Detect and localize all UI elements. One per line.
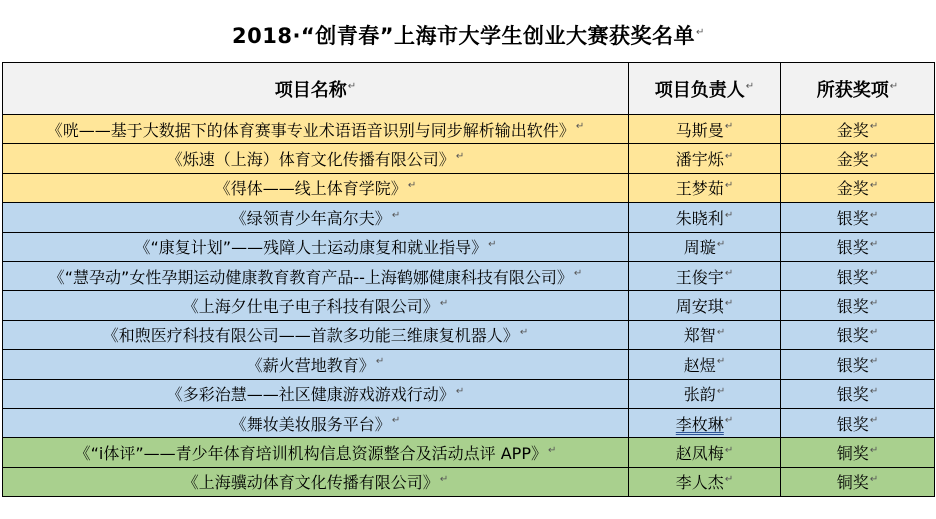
- award-table-row: [3, 438, 935, 467]
- cell-end-mark: ↵: [869, 209, 879, 221]
- cell-end-mark: ↵: [869, 474, 879, 486]
- project-leader-cell: [629, 261, 781, 290]
- project-name-cell: [3, 115, 629, 144]
- project-name-text: 《和煦医疗科技有限公司——首款多功能三维康复机器人》: [102, 326, 519, 346]
- cell-end-mark: ↵: [347, 80, 357, 92]
- cell-end-mark: ↵: [547, 444, 557, 456]
- project-leader-text: 马斯曼: [675, 120, 724, 140]
- award-cell: [781, 232, 935, 261]
- project-leader-cell: [629, 467, 781, 496]
- project-leader-cell: [629, 350, 781, 379]
- award-text: 银奖: [836, 385, 869, 405]
- project-name-text: 《烁速（上海）体育文化传播有限公司》: [166, 150, 455, 170]
- cell-end-mark: ↵: [889, 80, 899, 92]
- award-text: 银奖: [836, 326, 869, 346]
- award-cell: [781, 144, 935, 173]
- project-name-text: 《薪火营地教育》: [246, 355, 375, 375]
- header-award-text: 所获奖项: [816, 79, 889, 101]
- cell-end-mark: ↵: [869, 121, 879, 133]
- cell-end-mark: ↵: [391, 415, 401, 427]
- cell-end-mark: ↵: [724, 150, 734, 162]
- project-name-text: 《上海夕仕电子电子科技有限公司》: [182, 297, 439, 317]
- project-leader-text: 张韵: [683, 385, 716, 405]
- cell-end-mark: ↵: [724, 121, 734, 133]
- header-award: [781, 63, 935, 115]
- cell-end-mark: ↵: [716, 356, 726, 368]
- project-name-cell: [3, 350, 629, 379]
- project-leader-cell: [629, 144, 781, 173]
- cell-end-mark: ↵: [724, 297, 734, 309]
- award-table: [2, 62, 935, 497]
- award-text: 银奖: [836, 238, 869, 258]
- project-name-cell: [3, 173, 629, 202]
- award-table-row: [3, 291, 935, 320]
- cell-end-mark: ↵: [724, 415, 734, 427]
- project-name-cell: [3, 438, 629, 467]
- cell-end-mark: ↵: [519, 327, 529, 339]
- cell-end-mark: ↵: [716, 327, 726, 339]
- project-name-cell: [3, 144, 629, 173]
- cell-end-mark: ↵: [455, 150, 465, 162]
- project-leader-cell: [629, 203, 781, 232]
- project-leader-cell: [629, 173, 781, 202]
- cell-end-mark: ↵: [573, 268, 583, 280]
- award-cell: [781, 408, 935, 437]
- award-table-header-row: [3, 63, 935, 115]
- award-text: 银奖: [836, 267, 869, 287]
- cell-end-mark: ↵: [869, 444, 879, 456]
- cell-end-mark: ↵: [724, 474, 734, 486]
- project-name-text: 《上海骥动体育文化传播有限公司》: [182, 473, 439, 493]
- project-name-cell: [3, 408, 629, 437]
- cell-end-mark: ↵: [488, 238, 497, 250]
- project-name-text: 《舞妆美妆服务平台》: [230, 414, 391, 434]
- award-cell: [781, 173, 935, 202]
- award-cell: [781, 438, 935, 467]
- cell-end-mark: ↵: [869, 150, 879, 162]
- cell-end-mark: ↵: [745, 80, 755, 92]
- award-cell: [781, 350, 935, 379]
- header-project-leader: [629, 63, 781, 115]
- award-table-row: [3, 350, 935, 379]
- award-text: 银奖: [836, 355, 869, 375]
- project-name-text: 《“康复计划”——残障人士运动康复和就业指导》: [134, 238, 488, 258]
- project-name-text: 《“慧孕动”女性孕期运动健康教育教育产品--上海鹤娜健康科技有限公司》: [48, 267, 573, 287]
- award-cell: [781, 261, 935, 290]
- project-leader-text: 周安琪: [675, 297, 724, 317]
- project-leader-cell: [629, 232, 781, 261]
- header-project-name-text: 项目名称: [274, 79, 347, 101]
- award-text: 金奖: [836, 150, 869, 170]
- cell-end-mark: ↵: [869, 327, 879, 339]
- project-leader-text: 赵煜: [683, 355, 716, 375]
- project-name-cell: [3, 291, 629, 320]
- project-leader-cell: [629, 379, 781, 408]
- award-table-row: [3, 173, 935, 202]
- cell-end-mark: ↵: [391, 209, 401, 221]
- paragraph-mark: ↵: [696, 27, 705, 38]
- project-leader-text: 周璇: [683, 238, 716, 258]
- award-cell: [781, 291, 935, 320]
- cell-end-mark: ↵: [575, 121, 585, 133]
- project-leader-text: 郑智: [683, 326, 716, 346]
- award-cell: [781, 379, 935, 408]
- cell-end-mark: ↵: [455, 385, 465, 397]
- project-name-text: 《多彩治慧——社区健康游戏游戏行动》: [166, 385, 455, 405]
- project-name-cell: [3, 261, 629, 290]
- award-cell: [781, 320, 935, 349]
- project-name-cell: [3, 232, 629, 261]
- cell-end-mark: ↵: [869, 238, 879, 250]
- award-table-row: [3, 320, 935, 349]
- cell-end-mark: ↵: [869, 297, 879, 309]
- cell-end-mark: ↵: [375, 356, 385, 368]
- cell-end-mark: ↵: [869, 356, 879, 368]
- project-leader-text: 李人杰: [675, 473, 724, 493]
- award-cell: [781, 203, 935, 232]
- award-text: 铜奖: [836, 443, 869, 463]
- project-name-text: 《“i体评”——青少年体育培训机构信息资源整合及活动点评 APP》: [74, 443, 547, 463]
- award-table-row: [3, 261, 935, 290]
- award-table-row: [3, 408, 935, 437]
- cell-end-mark: ↵: [869, 385, 879, 397]
- award-cell: [781, 115, 935, 144]
- project-leader-text: 李枚琳: [675, 414, 724, 434]
- header-project-leader-text: 项目负责人: [654, 79, 745, 101]
- header-project-name: [3, 63, 629, 115]
- cell-end-mark: ↵: [724, 180, 734, 192]
- award-table-row: [3, 115, 935, 144]
- project-leader-text: 潘宇烁: [675, 150, 724, 170]
- project-name-cell: [3, 379, 629, 408]
- cell-end-mark: ↵: [869, 415, 879, 427]
- project-leader-cell: [629, 320, 781, 349]
- cell-end-mark: ↵: [869, 268, 879, 280]
- cell-end-mark: ↵: [724, 268, 734, 280]
- document-title: [232, 20, 705, 50]
- project-leader-cell: [629, 115, 781, 144]
- project-leader-text: 赵凤梅: [675, 443, 724, 463]
- award-table-row: [3, 379, 935, 408]
- project-name-cell: [3, 203, 629, 232]
- award-table-row: [3, 467, 935, 496]
- award-text: 金奖: [836, 179, 869, 199]
- cell-end-mark: ↵: [407, 180, 417, 192]
- cell-end-mark: ↵: [724, 444, 734, 456]
- award-cell: [781, 467, 935, 496]
- award-text: 金奖: [836, 120, 869, 140]
- project-name-text: 《绿领青少年高尔夫》: [230, 208, 391, 228]
- award-table-row: [3, 232, 935, 261]
- project-name-text: 《得体——线上体育学院》: [214, 179, 407, 199]
- award-table-body: [3, 115, 935, 497]
- award-table-row: [3, 203, 935, 232]
- cell-end-mark: ↵: [716, 238, 726, 250]
- project-leader-text: 朱晓利: [675, 208, 724, 228]
- project-leader-cell: [629, 438, 781, 467]
- award-text: 银奖: [836, 414, 869, 434]
- cell-end-mark: ↵: [439, 297, 449, 309]
- project-leader-cell: [629, 408, 781, 437]
- project-name-cell: [3, 320, 629, 349]
- cell-end-mark: ↵: [724, 209, 734, 221]
- project-leader-text: 王俊宇: [675, 267, 724, 287]
- project-name-text: 《咣——基于大数据下的体育赛事专业术语语音识别与同步解析输出软件》: [46, 120, 575, 140]
- cell-end-mark: ↵: [716, 385, 726, 397]
- document-title-text: 2018·“创青春”上海市大学生创业大赛获奖名单: [232, 24, 696, 48]
- award-table-row: [3, 144, 935, 173]
- project-leader-text: 王梦茹: [675, 179, 724, 199]
- award-text: 银奖: [836, 208, 869, 228]
- award-text: 银奖: [836, 297, 869, 317]
- project-name-cell: [3, 467, 629, 496]
- award-text: 铜奖: [836, 473, 869, 493]
- cell-end-mark: ↵: [869, 180, 879, 192]
- project-leader-cell: [629, 291, 781, 320]
- cell-end-mark: ↵: [439, 474, 449, 486]
